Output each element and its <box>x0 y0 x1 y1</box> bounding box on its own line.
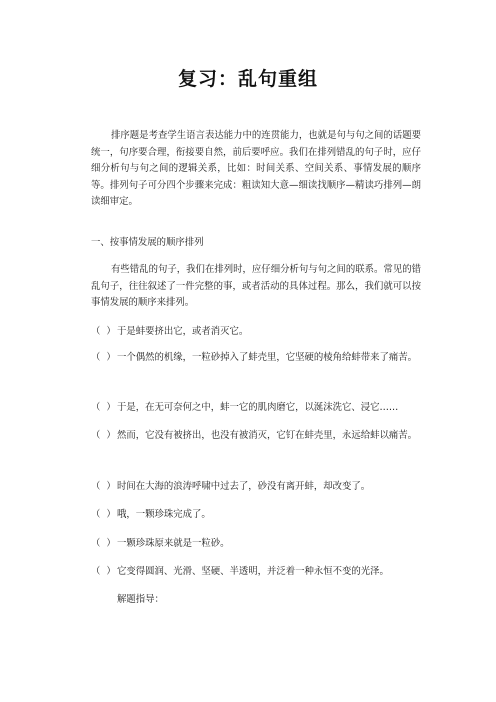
question-item <box>91 564 421 581</box>
intro-paragraph: 排序题是考查学生语言表达能力中的连贯能力，也就是句与句之间的话题要统一，句序要合理，衔接要自然，前后要呼应。我们在排列错乱的句子时，应仔细分析句与句之间的逻辑关系，比如：时间关系、空间关系、事情发展的顺序等。排列句子可分四个步骤来完成：粗读知大意—细读找顺序—精读巧排列—朗读细审定。 <box>91 130 421 207</box>
answer-blank[interactable]: （ ） <box>91 352 116 363</box>
guide-block <box>117 592 447 609</box>
answer-blank[interactable]: （ ） <box>91 566 116 577</box>
item-text: 然而，它没有被挤出，也没有被消灭，它钉在蚌壳里，永远给蚌以痛苦。 <box>117 430 418 441</box>
answer-blank[interactable]: （ ） <box>91 481 116 492</box>
question-item <box>91 324 421 341</box>
item-text: 时间在大海的浪涛呼啸中过去了，砂没有离开蚌，却改变了。 <box>117 481 371 492</box>
question-item <box>91 350 421 367</box>
section-heading: 一、按事情发展的顺序排列 <box>91 237 204 248</box>
item-text: 于是蚌要挤出它，或者消灭它。 <box>117 326 249 337</box>
question-item <box>91 507 421 524</box>
answer-blank[interactable]: （ ） <box>91 402 116 413</box>
item-text: 哦，一颗珍珠完成了。 <box>117 509 211 520</box>
intro-block <box>91 128 421 211</box>
item-text: 于是，在无可奈何之中，蚌一它的肌肉磨它，以涎沫洗它、浸它…… <box>117 402 399 413</box>
item-text: 它变得圆润、光滑、坚硬、半透明，并泛着一种永恒不变的光泽。 <box>117 566 389 577</box>
section-intro-paragraph: 有些错乱的句子，我们在排列时，应仔细分析句与句之间的联系。常见的错乱句子，往往叙述了一件完整的事，或者活动的具体过程。那么，我们就可以按事情发展的顺序来排列。 <box>91 264 421 308</box>
answer-blank[interactable]: （ ） <box>91 538 116 549</box>
page-title: 复习：乱句重组 <box>177 68 318 90</box>
section-1 <box>91 235 421 252</box>
guide-label: 解题指导： <box>117 594 164 605</box>
question-item <box>91 428 421 445</box>
section-1-intro-block <box>91 262 421 312</box>
answer-blank[interactable]: （ ） <box>91 430 116 441</box>
answer-blank[interactable]: （ ） <box>91 509 116 520</box>
question-item <box>91 400 421 417</box>
item-text: 一颗珍珠原来就是一粒砂。 <box>117 538 230 549</box>
item-text: 一个偶然的机缘，一粒砂掉入了蚌壳里，它坚硬的棱角给蚌带来了痛苦。 <box>117 352 418 363</box>
answer-blank[interactable]: （ ） <box>91 326 116 337</box>
question-item <box>91 536 421 553</box>
question-item <box>91 479 421 496</box>
